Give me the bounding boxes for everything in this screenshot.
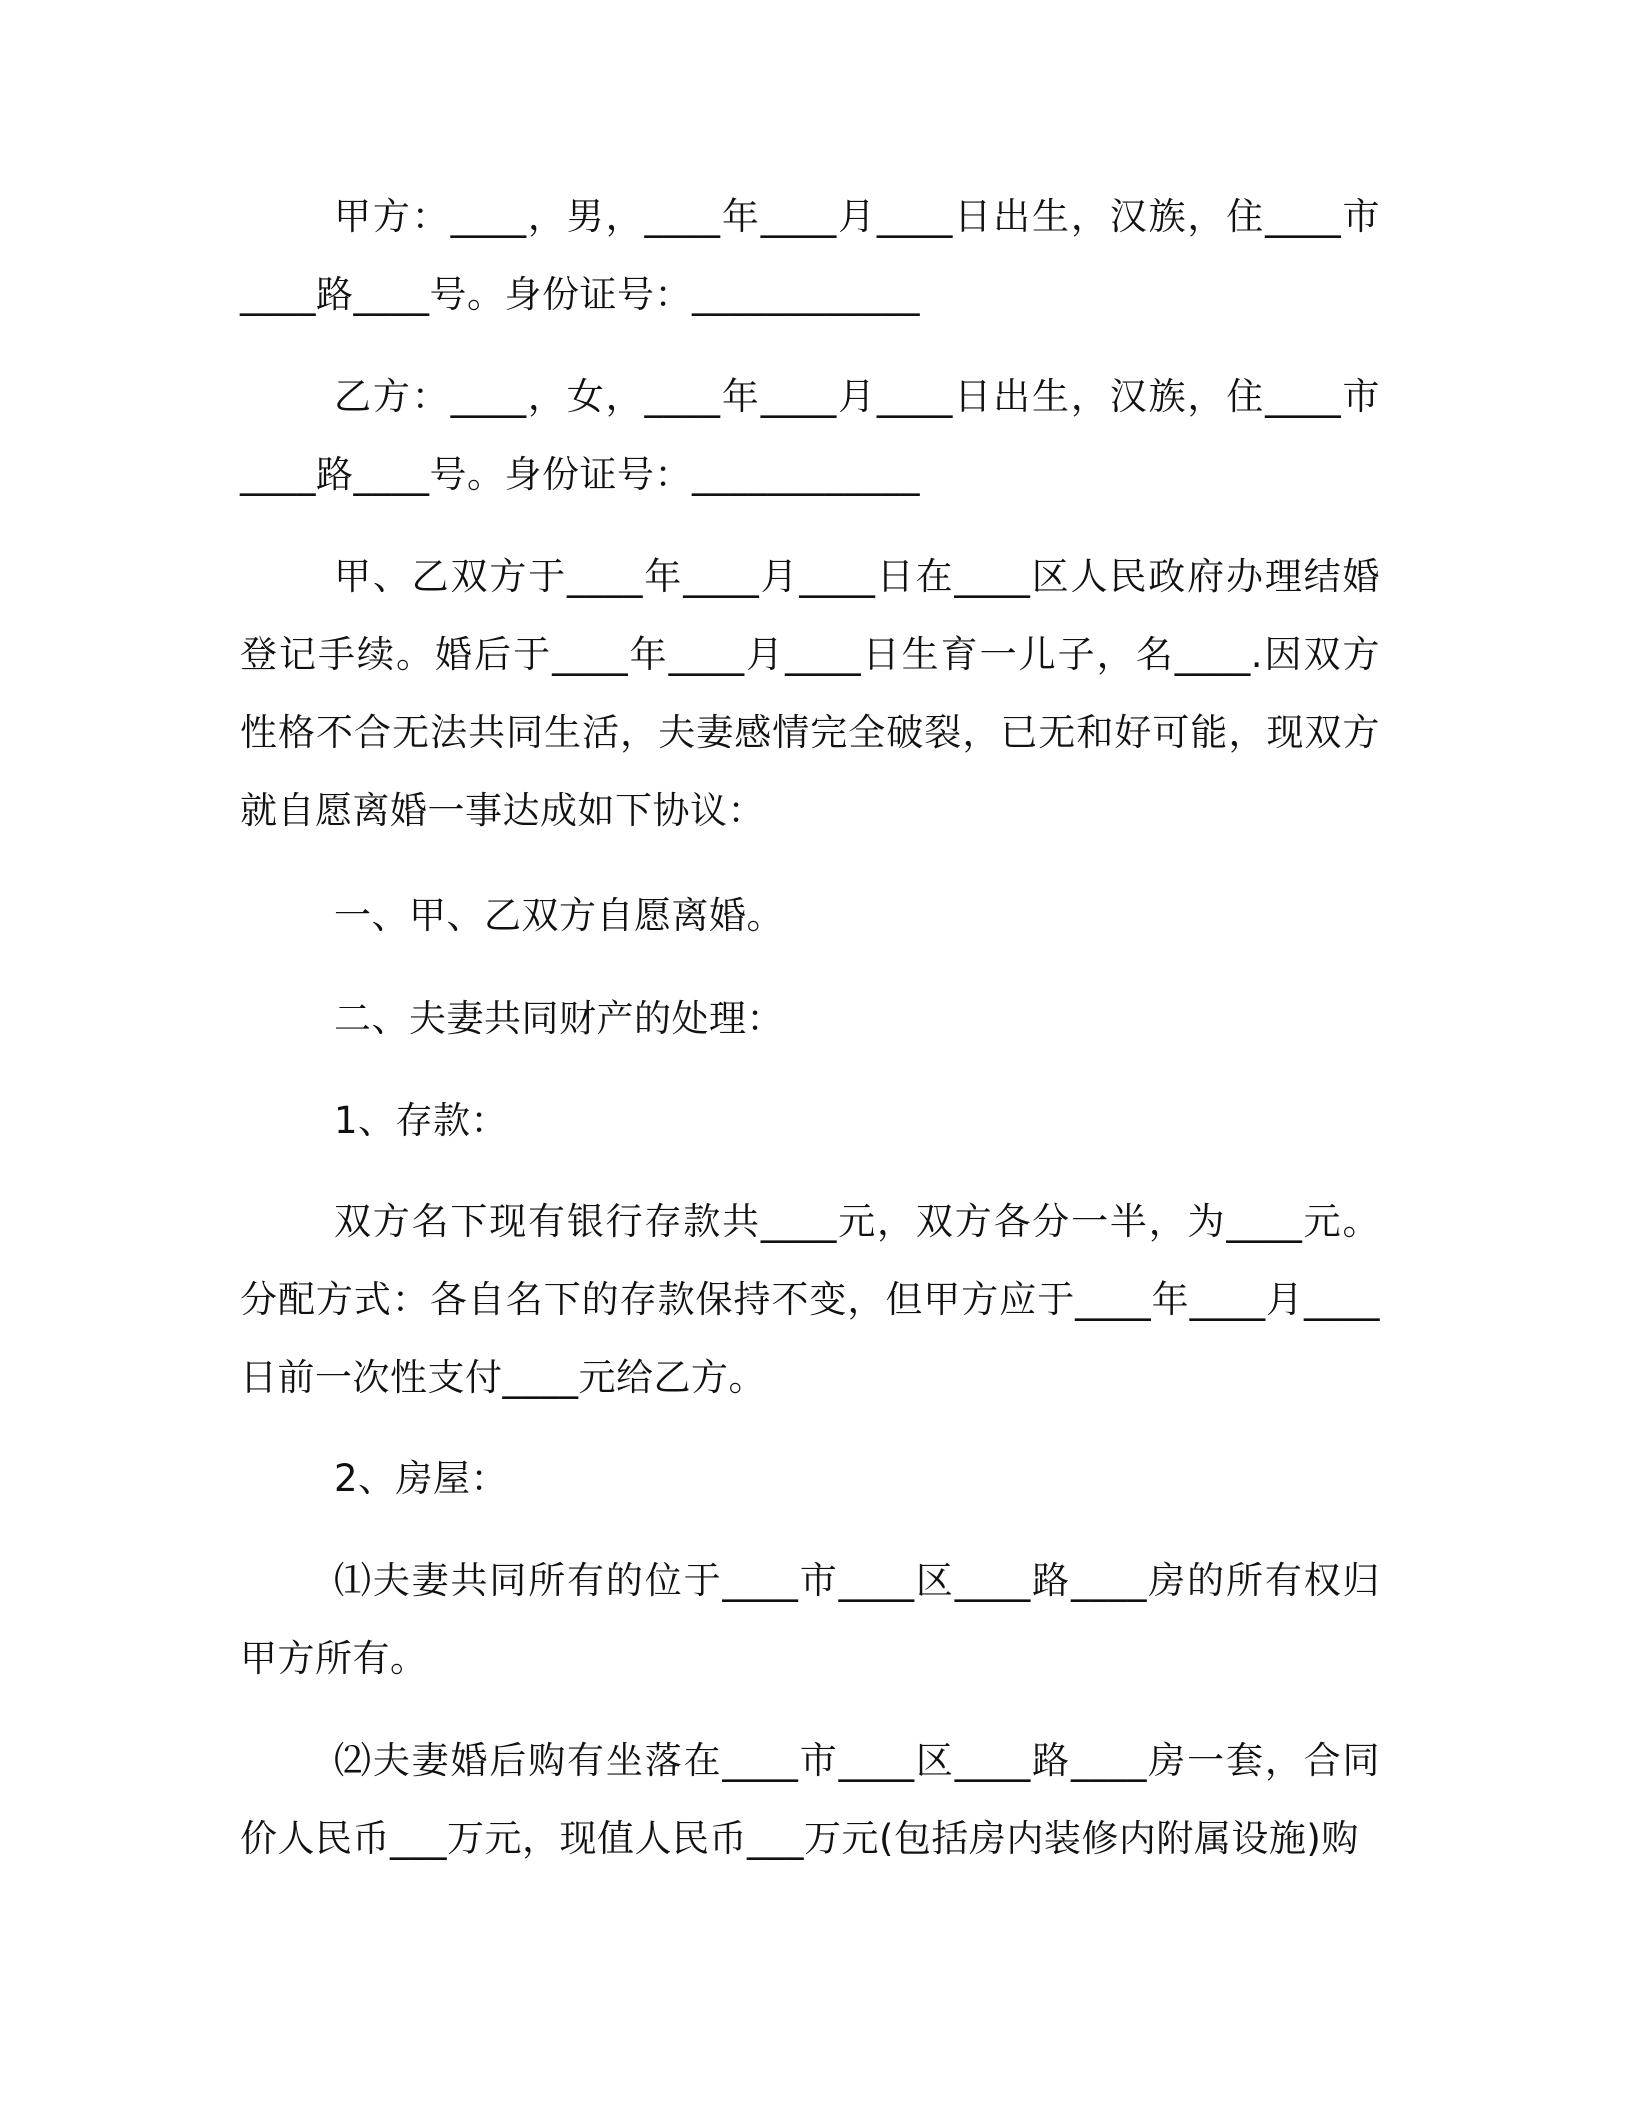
party-b-info: 乙方：____，女，____年____月____日出生，汉族，住____市____路____号。身份证号：____________	[240, 375, 1380, 496]
house-item-2: ⑵夫妻婚后购有坐落在____市____区____路____房一套，合同价人民币___万元，现值人民币___万元(包括房内装修内附属设施)购	[240, 1739, 1380, 1860]
clause-2-heading: 二、夫妻共同财产的处理：	[334, 997, 784, 1040]
clause-1-divorce: 一、甲、乙双方自愿离婚。	[334, 894, 784, 937]
party-a-info: 甲方：____，男，____年____月____日出生，汉族，住____市____路____号。身份证号：____________	[240, 195, 1380, 316]
deposit-heading: 1、存款：	[334, 1099, 509, 1142]
house-heading: 2、房屋：	[334, 1457, 509, 1500]
marriage-background: 甲、乙双方于____年____月____日在____区人民政府办理结婚登记手续。婚后于____年____月____日生育一儿子，名____.因双方性格不合无法共同生活，夫妻感情完全破裂，已无和好可能，现双方就自愿离婚一事达成如下协议：	[240, 555, 1380, 832]
deposit-details: 双方名下现有银行存款共____元，双方各分一半，为____元。分配方式：各自名下的存款保持不变，但甲方应于____年____月____日前一次性支付____元给乙方。	[240, 1200, 1380, 1399]
house-item-1: ⑴夫妻共同所有的位于____市____区____路____房的所有权归甲方所有。	[240, 1559, 1380, 1680]
